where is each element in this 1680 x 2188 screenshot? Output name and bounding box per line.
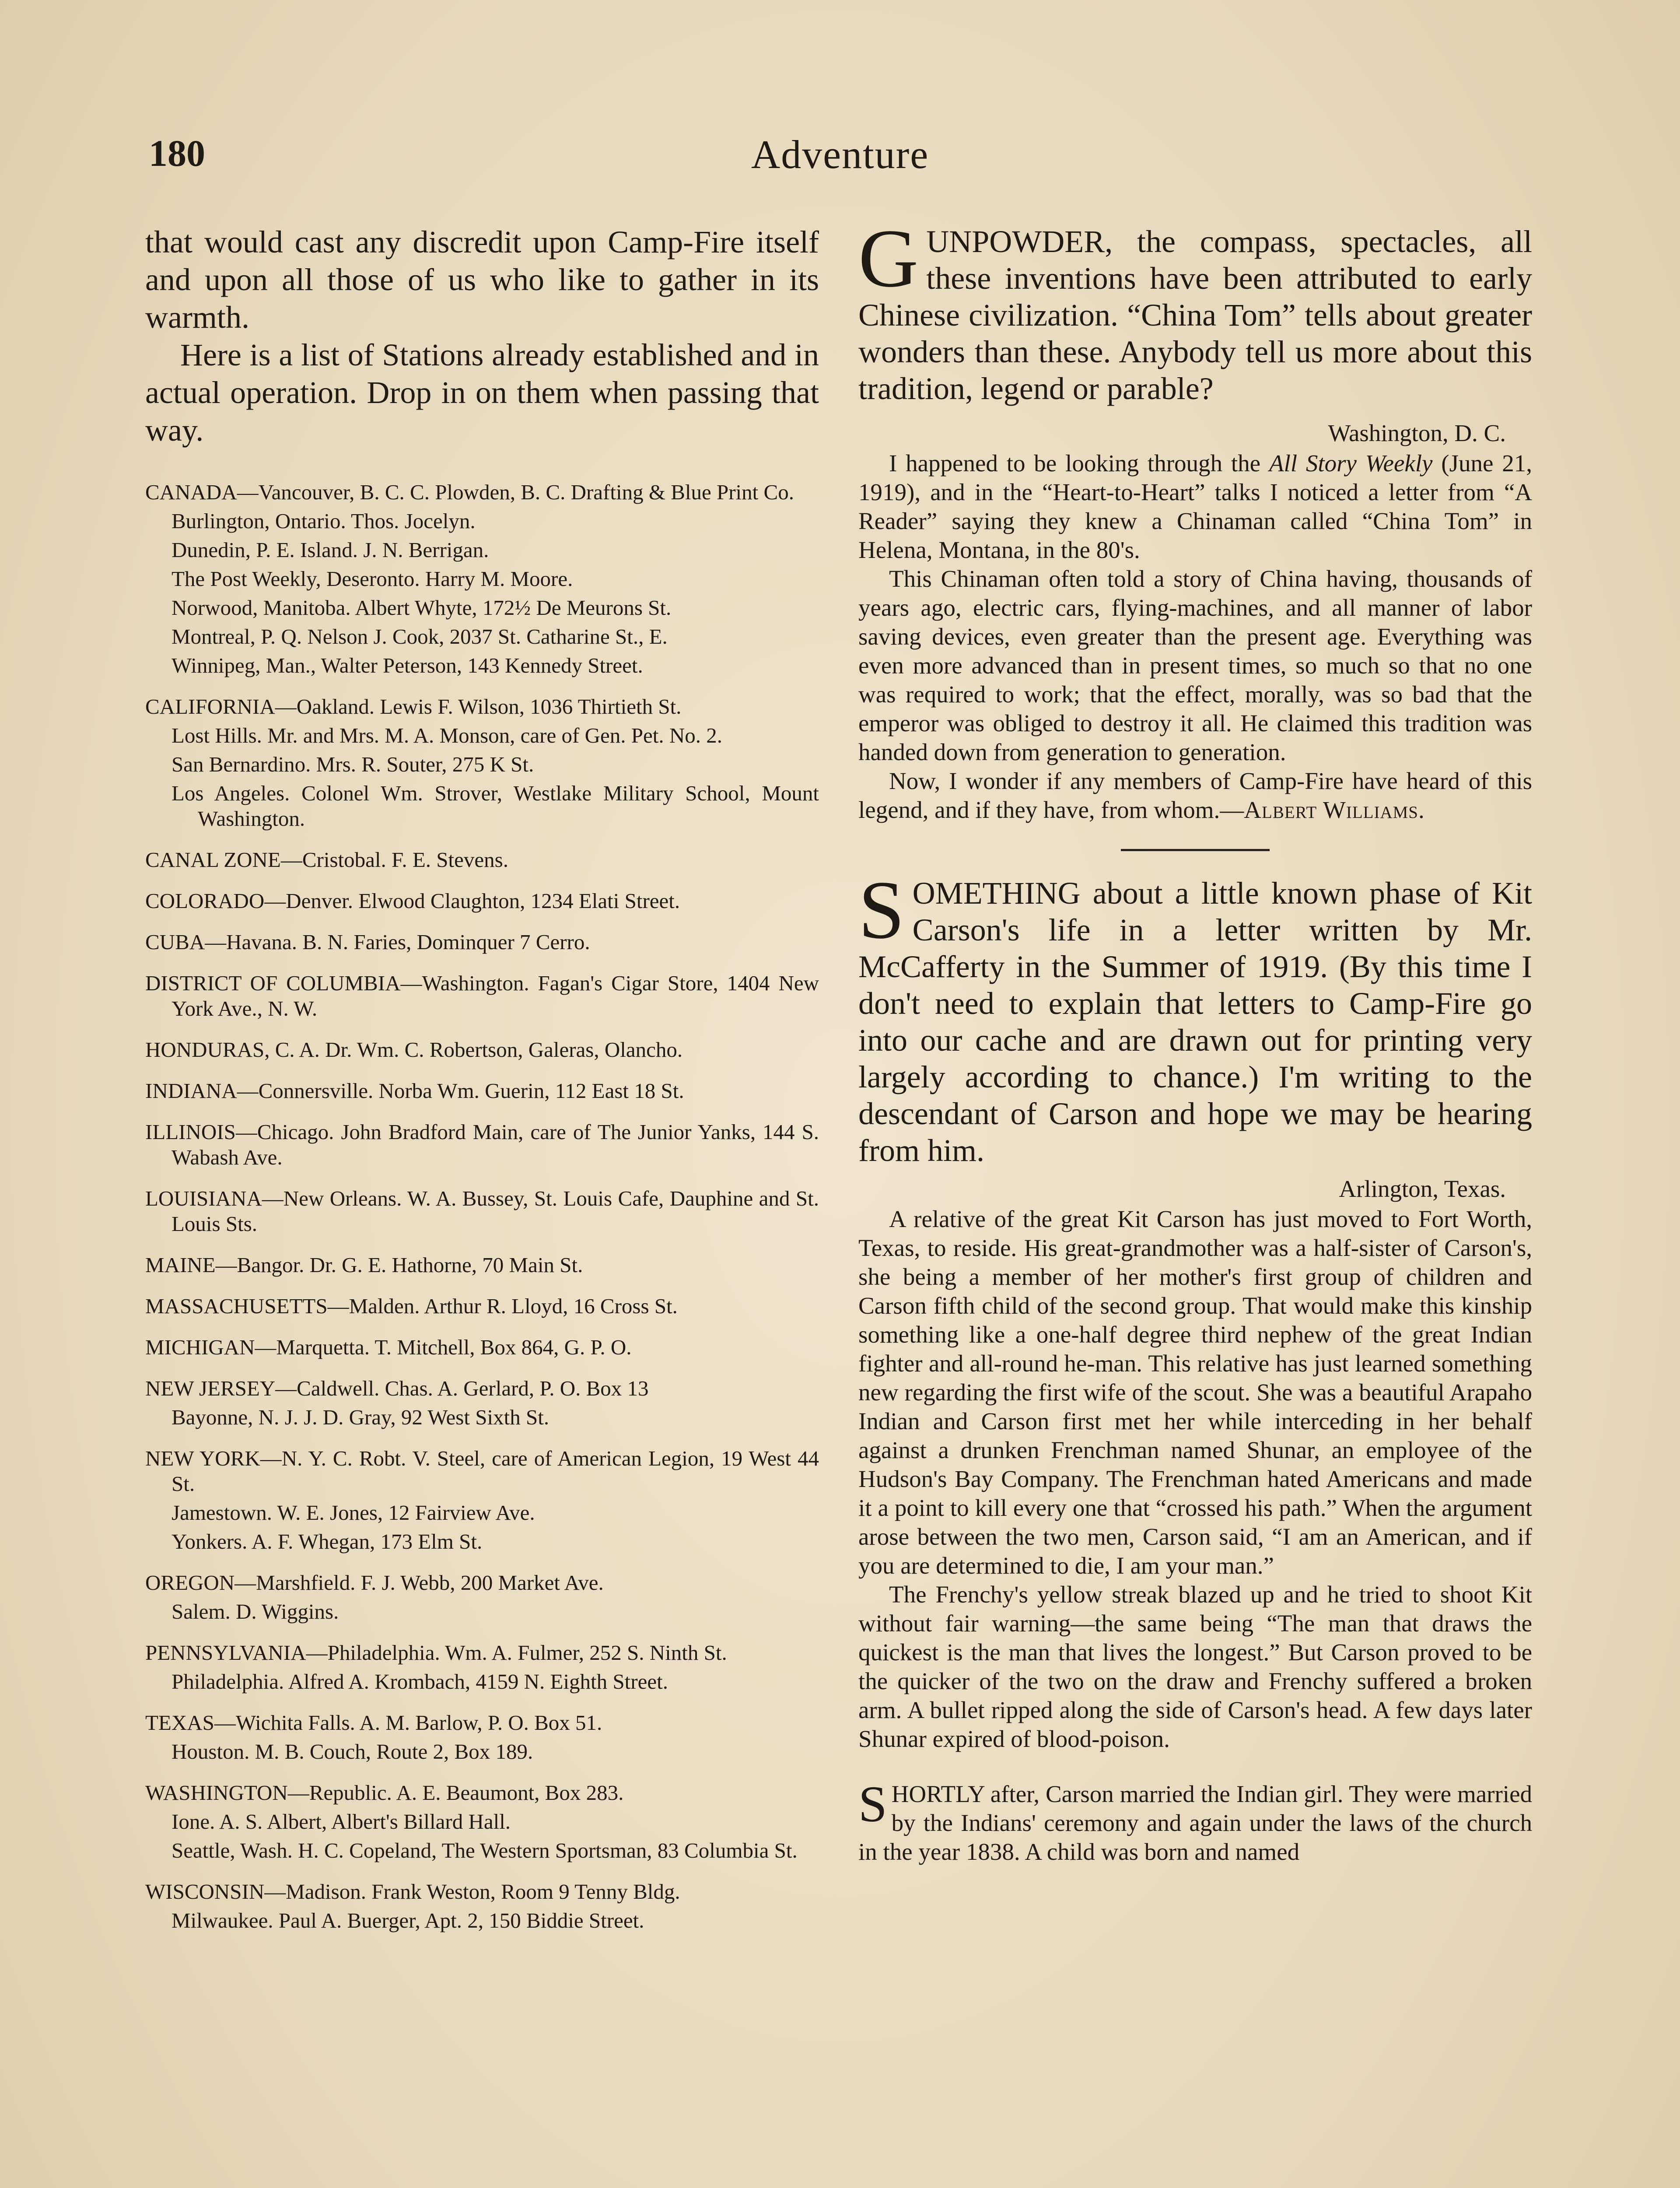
- station-subentry: Ione. A. S. Albert, Albert's Billard Hall.: [172, 1809, 511, 1834]
- station-group: [145, 1119, 819, 1170]
- station-group: [145, 480, 819, 678]
- station-entry: OREGON—Marshfield. F. J. Webb, 200 Market Ave.: [145, 1571, 604, 1595]
- gunpowder-letter-p2: This Chinaman often told a story of China having, thousands of years ago, electric cars, flying-machines, and all manner of labor saving devices, even greater than the present age. Everything was even more advanced than in present times, so much so that no one was required to work; that the effect, morally, was so bad that the emperor was obliged to destroy it all. He claimed this tradition was handed down from generation to generation.: [858, 565, 1532, 765]
- dateline-washington: Washington, D. C.: [1328, 420, 1506, 446]
- dateline-arlington: Arlington, Texas.: [1339, 1175, 1506, 1202]
- station-entry: NEW JERSEY—Caldwell. Chas. A. Gerlard, P. O. Box 13: [145, 1376, 649, 1400]
- station-group: [145, 1335, 819, 1360]
- station-entry: NEW YORK—N. Y. C. Robt. V. Steel, care of American Legion, 19 West 44 St.: [145, 1446, 819, 1496]
- shortly-paragraph: [858, 1775, 1532, 1866]
- station-entry: MASSACHUSETTS—Malden. Arthur R. Lloyd, 16 Cross St.: [145, 1294, 678, 1318]
- station-subentry: Burlington, Ontario. Thos. Jocelyn.: [172, 509, 476, 533]
- drop-cap-s: S: [858, 864, 905, 956]
- drop-cap-s-small: S: [858, 1775, 887, 1833]
- station-entry: WISCONSIN—Madison. Frank Weston, Room 9 Tenny Bldg.: [145, 1879, 680, 1904]
- shortly-text: HORTLY after, Carson married the Indian girl. They were married by the Indians' ceremony and again under the laws of the church in the year 1838. A child was born and named: [858, 1781, 1532, 1865]
- station-subentry: San Bernardino. Mrs. R. Souter, 275 K St.: [172, 752, 534, 776]
- p3-text: Now, I wonder if any members of Camp-Fire have heard of this legend, and if they have, from whom.—: [858, 768, 1532, 823]
- station-entry: MICHIGAN—Marquetta. T. Mitchell, Box 864, G. P. O.: [145, 1335, 632, 1359]
- station-subentry: Lost Hills. Mr. and Mrs. M. A. Monson, care of Gen. Pet. No. 2.: [172, 723, 722, 747]
- station-subentry: Seattle, Wash. H. C. Copeland, The Western Sportsman, 83 Columbia St.: [172, 1838, 798, 1862]
- carson-item: [858, 864, 1532, 1753]
- station-entry: CANADA—Vancouver, B. C. C. Plowden, B. C. Drafting & Blue Print Co.: [145, 480, 794, 504]
- station-group: [145, 971, 819, 1021]
- station-entry: LOUISIANA—New Orleans. W. A. Bussey, St. Louis Cafe, Dauphine and St. Louis Sts.: [145, 1186, 819, 1236]
- station-subentry: Salem. D. Wiggins.: [172, 1599, 339, 1623]
- gunpowder-letter-p1: [858, 449, 1532, 565]
- carson-intro-text: OMETHING about a little known phase of Kit Carson's life in a letter written by Mr. McCafferty in the Summer of 1919. (By this time I don't need to explain that letters to Camp-Fire go into our cache and are drawn out for printing very largely according to chance.) I'm writing to the descendant of Carson and hope we may be hearing from him.: [858, 876, 1532, 1168]
- page-number: 180: [149, 132, 205, 174]
- station-entry: DISTRICT OF COLUMBIA—Washington. Fagan's Cigar Store, 1404 New York Ave., N. W.: [145, 971, 819, 1020]
- station-group: [145, 1640, 819, 1694]
- station-subentry: Dunedin, P. E. Island. J. N. Berrigan.: [172, 538, 489, 562]
- gunpowder-intro: [858, 213, 1532, 407]
- section-divider: [1121, 849, 1270, 851]
- station-entry: HONDURAS, C. A. Dr. Wm. C. Robertson, Galeras, Olancho.: [145, 1038, 683, 1062]
- station-subentry: Milwaukee. Paul A. Buerger, Apt. 2, 150 Biddie Street.: [172, 1908, 644, 1932]
- gunpowder-intro-text: UNPOWDER, the compass, spectacles, all these inventions have been attributed to early Chinese civilization. “China Tom” tells about greater wonders than these. Anybody tell us more about this tradition, legend or parable?: [858, 224, 1532, 406]
- station-subentry: Winnipeg, Man., Walter Peterson, 143 Kennedy Street.: [172, 653, 643, 677]
- station-group: [145, 1879, 819, 1933]
- running-title: Adventure: [751, 132, 929, 177]
- station-entry: CALIFORNIA—Oakland. Lewis F. Wilson, 1036 Thirtieth St.: [145, 694, 682, 719]
- station-subentry: Yonkers. A. F. Whegan, 173 Elm St.: [172, 1529, 483, 1553]
- station-entry: WASHINGTON—Republic. A. E. Beaumont, Box 283.: [145, 1781, 624, 1805]
- station-group: [145, 694, 819, 831]
- signature: Albert Williams.: [1244, 796, 1425, 823]
- station-subentry: Los Angeles. Colonel Wm. Strover, Westlake Military School, Mount Washington.: [172, 781, 819, 831]
- right-column: [858, 213, 1533, 1866]
- station-group: [145, 929, 819, 955]
- station-entry: TEXAS—Wichita Falls. A. M. Barlow, P. O. Box 51.: [145, 1711, 602, 1735]
- station-group: [145, 1294, 819, 1319]
- station-group: [145, 1078, 819, 1104]
- carson-intro: [858, 864, 1532, 1169]
- station-entry: INDIANA—Connersville. Norba Wm. Guerin, 112 East 18 St.: [145, 1079, 684, 1103]
- station-subentry: Norwood, Manitoba. Albert Whyte, 172½ De Meurons St.: [172, 596, 672, 620]
- station-group: [145, 1570, 819, 1624]
- station-entry: CUBA—Havana. B. N. Faries, Dominquer 7 Cerro.: [145, 930, 590, 954]
- station-entry: ILLINOIS—Chicago. John Bradford Main, care of The Junior Yanks, 144 S. Wabash Ave.: [145, 1120, 819, 1169]
- station-subentry: Philadelphia. Alfred A. Krombach, 4159 N. Eighth Street.: [172, 1669, 668, 1694]
- gunpowder-item: [858, 213, 1533, 824]
- station-entry: COLORADO—Denver. Elwood Claughton, 1234 Elati Street.: [145, 889, 680, 913]
- magazine-title: All Story Weekly: [1269, 450, 1433, 477]
- station-subentry: Bayonne, N. J. J. D. Gray, 92 West Sixth St.: [172, 1405, 550, 1429]
- p1-text-a: I happened to be looking through the: [889, 450, 1269, 477]
- p1-text-b: (June 21, 1919), and in the “Heart-to-Heart” talks I noticed a letter from “A Reader” saying they knew a Chinaman called “China Tom” in Helena, Montana, in the 80's.: [858, 450, 1533, 563]
- station-group: [145, 1037, 819, 1062]
- station-group: [145, 847, 819, 873]
- station-subentry: The Post Weekly, Deseronto. Harry M. Moore.: [172, 567, 573, 591]
- station-entry: PENNSYLVANIA—Philadelphia. Wm. A. Fulmer, 252 S. Ninth St.: [145, 1641, 727, 1665]
- station-group: [145, 888, 819, 914]
- carson-letter-p2: The Frenchy's yellow streak blazed up and he tried to shoot Kit without fair warning—the same being “The man that draws the quickest is the man that lives the longest.” But Carson proved to be the quicker of the two on the draw and Frenchy suffered a broken arm. A bullet ripped along the side of Carson's head. A few days later Shunar expired of blood-poison.: [858, 1581, 1532, 1752]
- station-group: [145, 1780, 819, 1863]
- station-group: [145, 1710, 819, 1764]
- station-group: [145, 1446, 819, 1554]
- carson-letter-p1: A relative of the great Kit Carson has just moved to Fort Worth, Texas, to reside. His great-grandmother was a half-sister of Carson's, she being a member of her mother's first group of children and Carson fifth child of the second group. That would make this kinship something like a one-half degree third nephew of the great Indian fighter and all-round he-man. This relative has just learned something new regarding the first wife of the scout. She was a beautiful Arapaho Indian and Carson first met her while interceding in her behalf against a drunken Frenchman named Shunar, an employee of the Hudson's Bay Company. The Frenchman hated Americans and made it a point to kill every one that “crossed his path.” When the argument arose between the two men, Carson said, “I am an American, and if you are determined to die, I am your man.”: [858, 1206, 1532, 1579]
- intro-paragraph-2: Here is a list of Stations already established and in actual operation. Drop in on them when passing that way.: [145, 337, 819, 448]
- station-subentry: Jamestown. W. E. Jones, 12 Fairview Ave.: [172, 1501, 535, 1525]
- gunpowder-letter-p3: [858, 767, 1532, 824]
- stations-list: [145, 480, 819, 1933]
- station-group: [145, 1376, 819, 1430]
- station-entry: MAINE—Bangor. Dr. G. E. Hathorne, 70 Main St.: [145, 1253, 583, 1277]
- station-subentry: Montreal, P. Q. Nelson J. Cook, 2037 St. Catharine St., E.: [172, 624, 668, 649]
- drop-cap-g: G: [858, 213, 919, 305]
- station-entry: CANAL ZONE—Cristobal. F. E. Stevens.: [145, 848, 508, 872]
- station-subentry: Houston. M. B. Couch, Route 2, Box 189.: [172, 1739, 533, 1764]
- station-group: [145, 1252, 819, 1278]
- left-column: [145, 223, 819, 1949]
- intro-paragraph-1: that would cast any discredit upon Camp-Fire itself and upon all those of us who like to gather in its warmth.: [145, 224, 819, 335]
- page-header: [149, 131, 1531, 193]
- station-group: [145, 1186, 819, 1237]
